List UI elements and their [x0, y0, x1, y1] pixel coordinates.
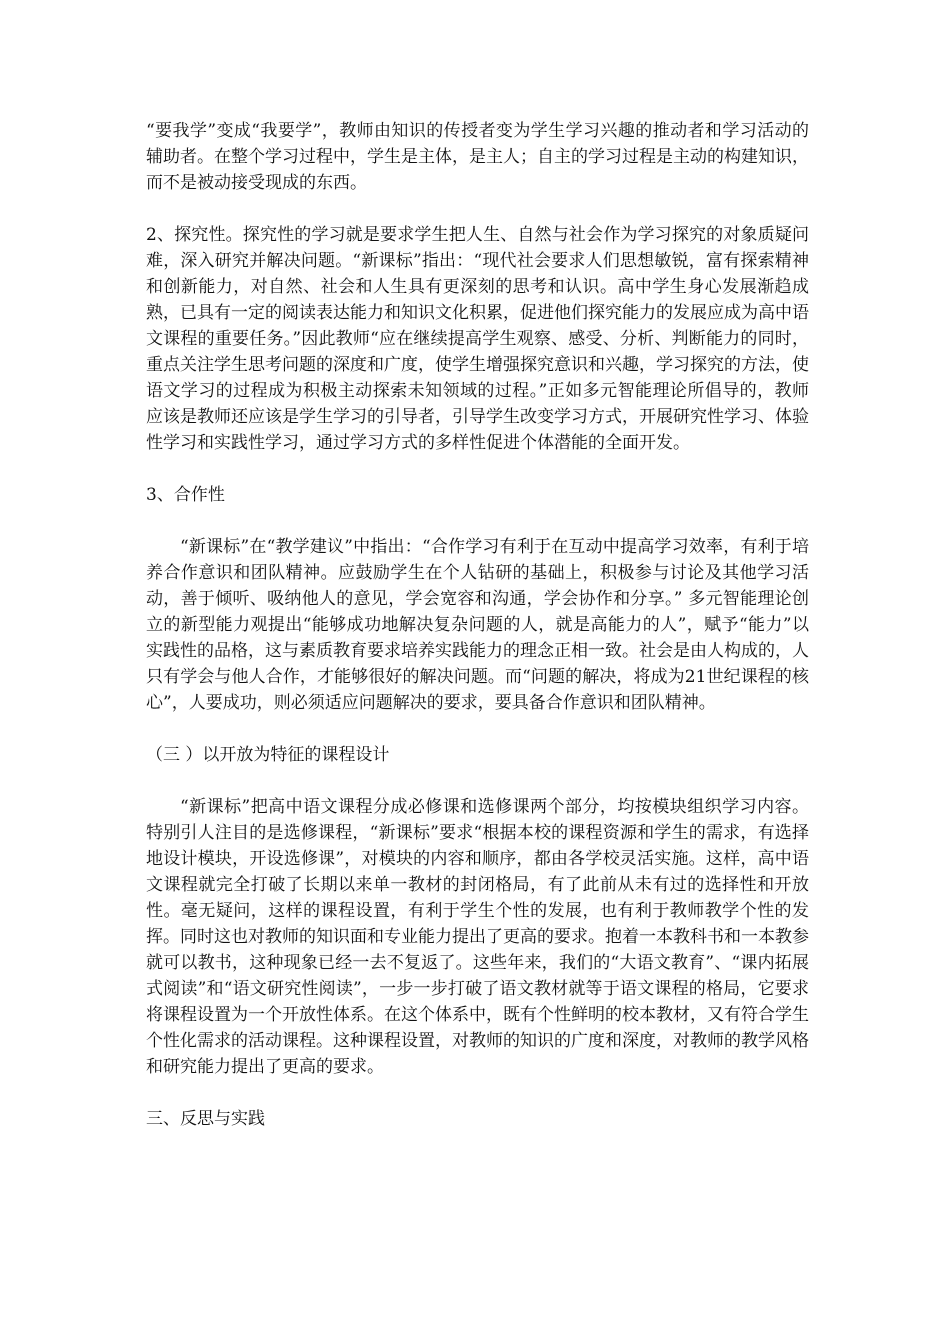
heading-reflection-practice: 三、反思与实践: [146, 1109, 265, 1129]
paragraph-intro-continuation: “要我学”变成“我要学”，教师由知识的传授者变为学生学习兴趣的推动者和学习活动的辅助者。在整个学习过程中，学生是主体，是主人；自主的学习过程是主动的构建知识，而不是被动接受现成的东西。: [146, 121, 809, 193]
heading-cooperation: 3、合作性: [146, 485, 225, 505]
paragraph-inquiry: 2、探究性。探究性的学习就是要求学生把人生、自然与社会作为学习探究的对象质疑问难，深入研究并解决问题。“新课标”指出：“现代社会要求人们思想敏锐，富有探索精神和创新能力，对自然、社会和人生具有更深刻的思考和认识。高中学生身心发展渐趋成熟，已具有一定的阅读表达能力和知识文化积累，促进他们探究能力的发展应成为高中语文课程的重要任务。”因此教师“应在继续提高学生观察、感受、分析、判断能力的同时，重点关注学生思考问题的深度和广度，使学生增强探究意识和兴趣，学习探究的方法，使语文学习的过程成为积极主动探索未知领域的过程。”正如多元智能理论所倡导的，教师应该是教师还应该是学生学习的引导者，引导学生改变学习方式，开展研究性学习、体验性学习和实践性学习，通过学习方式的多样性促进个体潜能的全面开发。: [146, 225, 809, 453]
paragraph-cooperation: “新课标”在“教学建议”中指出：“合作学习有利于在互动中提高学习效率，有利于培养合作意识和团队精神。应鼓励学生在个人钻研的基础上，积极参与讨论及其他学习活动，善于倾听、吸纳他人的意见，学会宽容和沟通，学会协作和分享。” 多元智能理论创立的新型能力观提出“能够成功地解决复杂问题的人，就是高能力的人”，赋予“能力”以实践性的品格，这与素质教育要求培养实践能力的理念正相一致。社会是由人构成的，人只有学会与他人合作，才能够很好的解决问题。而“问题的解决，将成为21世纪课程的核心”，人要成功，则必须适应问题解决的要求，要具备合作意识和团队精神。: [146, 537, 809, 713]
document-body: [146, 118, 809, 1132]
heading-open-curriculum: （三 ）以开放为特征的课程设计: [146, 745, 390, 765]
paragraph-open-curriculum: “新课标”把高中语文课程分成必修课和选修课两个部分，均按模块组织学习内容。特别引人注目的是选修课程，“新课标”要求“根据本校的课程资源和学生的需求，有选择地设计模块，开设选修课”，对模块的内容和顺序，都由各学校灵活实施。这样，高中语文课程就完全打破了长期以来单一教材的封闭格局，有了此前从未有过的选择性和开放性。毫无疑问，这样的课程设置，有利于学生个性的发展，也有利于教师教学个性的发挥。同时这也对教师的知识面和专业能力提出了更高的要求。抱着一本教科书和一本教参就可以教书，这种现象已经一去不复返了。这些年来，我们的“大语文教育”、“课内拓展式阅读”和“语文研究性阅读”，一步一步打破了语文教材就等于语文课程的格局，它要求将课程设置为一个开放性体系。在这个体系中，既有个性鲜明的校本教材，又有符合学生个性化需求的活动课程。这种课程设置，对教师的知识的广度和深度，对教师的教学风格和研究能力提出了更高的要求。: [146, 797, 809, 1077]
